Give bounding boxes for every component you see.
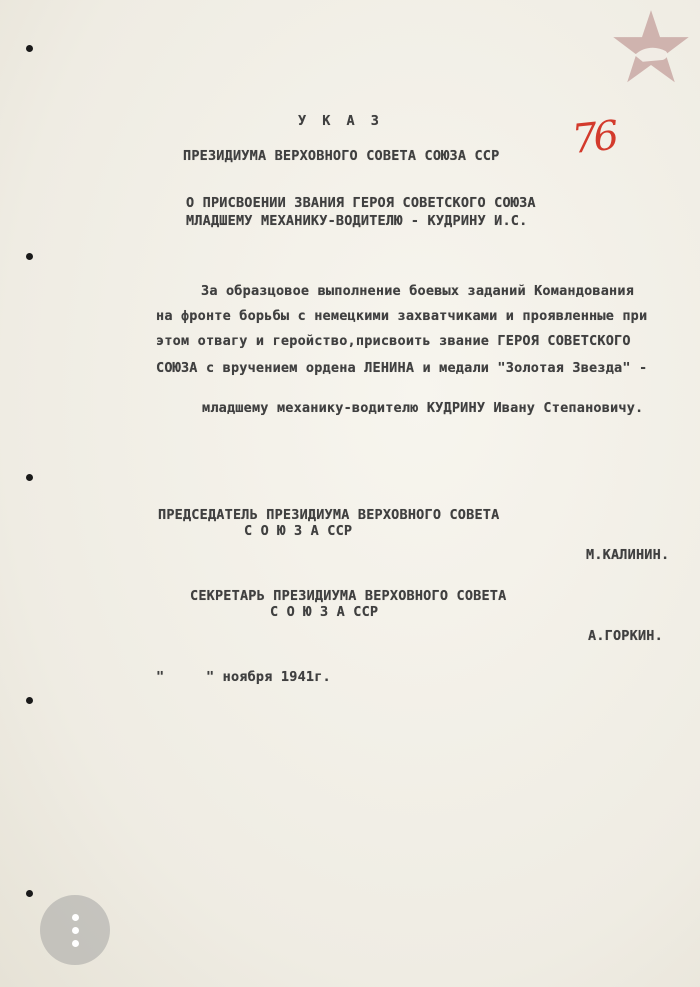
subject-line-2: МЛАДШЕМУ МЕХАНИКУ-ВОДИТЕЛЮ - КУДРИНУ И.С. [186, 213, 528, 229]
binder-hole [26, 474, 33, 481]
body-line-5: младшему механику-водителю КУДРИНУ Ивану Степановичу. [202, 400, 644, 416]
secretary-title-line-1: СЕКРЕТАРЬ ПРЕЗИДИУМА ВЕРХОВНОГО СОВЕТА [190, 588, 507, 604]
subject-line-1: О ПРИСВОЕНИИ ЗВАНИЯ ГЕРОЯ СОВЕТСКОГО СОЮЗА [186, 195, 536, 211]
red-star-icon [610, 6, 692, 88]
more-vertical-icon[interactable] [40, 895, 110, 965]
body-line-2: на фронте борьбы с немецкими захватчиками и проявленные при [156, 308, 648, 324]
body-line-1: За образцовое выполнение боевых заданий Командования [201, 283, 635, 299]
chairman-name: М.КАЛИНИН. [586, 547, 670, 563]
binder-hole [26, 697, 33, 704]
binder-hole [26, 890, 33, 897]
body-line-4: СОЮЗА с вручением ордена ЛЕНИНА и медали "Золотая Звезда" - [156, 360, 648, 376]
binder-hole [26, 45, 33, 52]
issuer-line: ПРЕЗИДИУМА ВЕРХОВНОГО СОВЕТА СОЮЗА ССР [183, 148, 500, 164]
binder-hole [26, 253, 33, 260]
chairman-title-line-2: С О Ю З А ССР [244, 523, 353, 539]
chairman-title-line-1: ПРЕДСЕДАТЕЛЬ ПРЕЗИДИУМА ВЕРХОВНОГО СОВЕТА [158, 507, 500, 523]
menu-dot [72, 914, 79, 921]
document-title: У К А З [298, 113, 383, 129]
date-line: " " ноября 1941г. [156, 669, 331, 685]
menu-dot [72, 927, 79, 934]
secretary-title-line-2: С О Ю З А ССР [270, 604, 379, 620]
body-line-3: этом отвагу и геройство,присвоить звание ГЕРОЯ СОВЕТСКОГО [156, 333, 631, 349]
menu-dot [72, 940, 79, 947]
handwritten-number: 76 [569, 112, 618, 164]
secretary-name: А.ГОРКИН. [588, 628, 663, 644]
